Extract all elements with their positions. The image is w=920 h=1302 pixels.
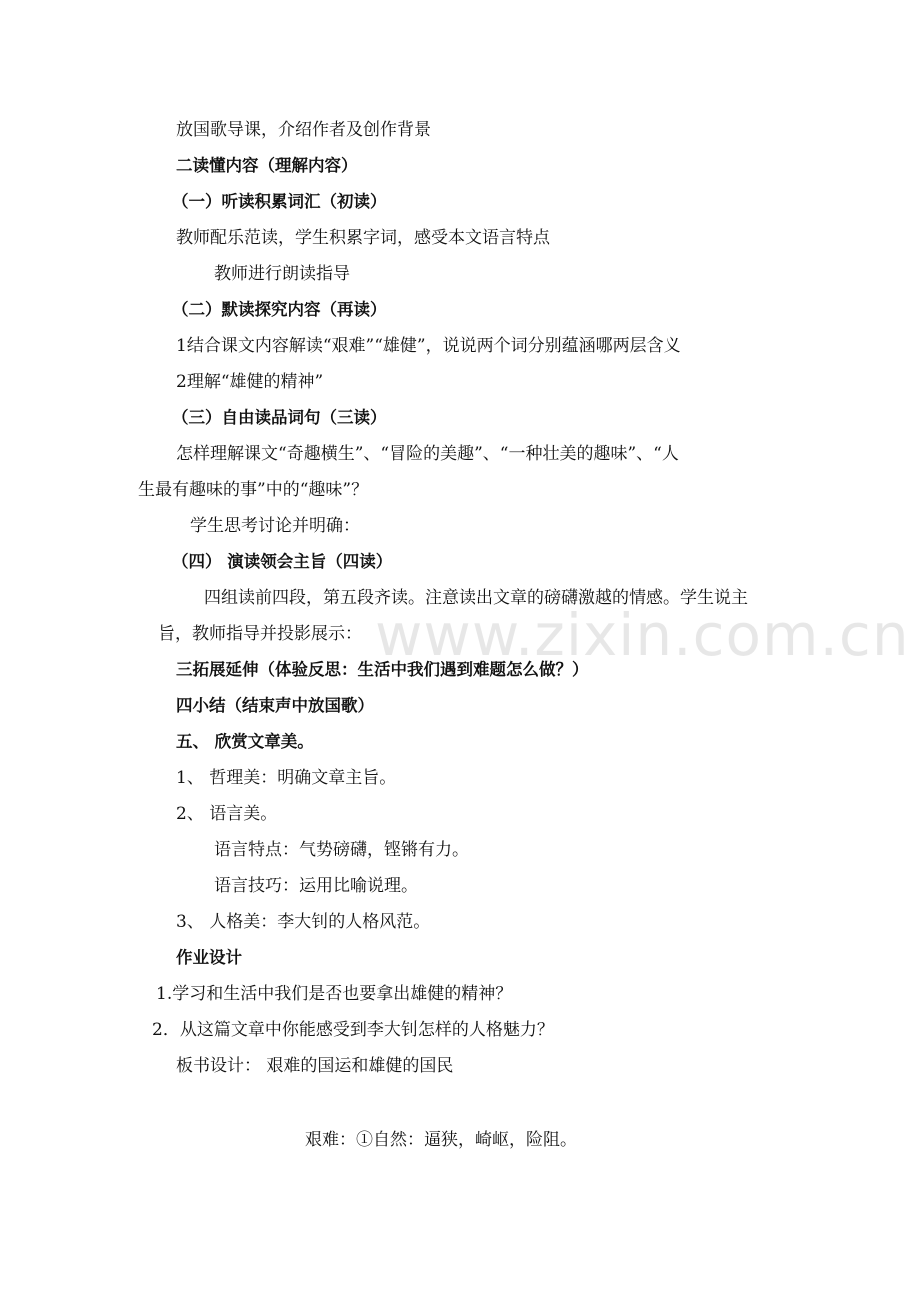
heading-appreciate: 五、 欣赏文章美。: [176, 732, 314, 751]
subheading-free-read: （三）自由读品词句（三读）: [172, 408, 387, 427]
line-language: 2、 语言美。: [176, 804, 278, 824]
watermark: www.zixin.com.cn: [375, 601, 910, 669]
heading-understand-content: 二读懂内容（理解内容）: [176, 156, 358, 175]
heading-homework: 作业设计: [176, 948, 242, 967]
line-language-features: 语言特点：气势磅礴，铿锵有力。: [214, 840, 469, 860]
line-personality: 3、 人格美：李大钊的人格风范。: [176, 912, 431, 932]
heading-extend: 三拓展延伸（体验反思：生活中我们遇到难题怎么做？）: [176, 660, 589, 679]
line-question-2: 生最有趣味的事”中的“趣味”？: [138, 480, 369, 500]
line-homework-1: 1.学习和生活中我们是否也要拿出雄健的精神？: [156, 984, 513, 1004]
line-group-read-2: 旨，教师指导并投影展示：: [158, 624, 362, 644]
line-language-skills: 语言技巧：运用比喻说理。: [214, 876, 418, 896]
line-reading-guidance: 教师进行朗读指导: [214, 264, 350, 284]
line-group-read-1: 四组读前四段，第五段齐读。注意读出文章的磅礴激越的情感。学生说主: [204, 588, 748, 608]
heading-summary: 四小结（结束声中放国歌）: [176, 696, 374, 715]
line-question-1: 怎样理解课文“奇趣横生”、“冒险的美趣”、“一种壮美的趣味”、“人: [176, 444, 679, 464]
line-item-2: 2理解“雄健的精神”: [176, 372, 324, 392]
subheading-listen-read: （一）听读积累词汇（初读）: [172, 192, 387, 211]
line-homework-2: 2．从这篇文章中你能感受到李大钊怎样的人格魅力？: [152, 1020, 554, 1040]
line-student-discuss: 学生思考讨论并明确：: [190, 516, 360, 536]
line-board-hardship: 艰难：①自然：逼狭，崎岖，险阻。: [305, 1130, 577, 1150]
subheading-silent-read: （二）默读探究内容（再读）: [172, 300, 387, 319]
line-board-design: 板书设计： 艰难的国运和雄健的国民: [176, 1056, 454, 1076]
line-intro: 放国歌导课，介绍作者及创作背景: [176, 120, 431, 140]
subheading-perform-read: （四） 演读领会主旨（四读）: [172, 552, 393, 571]
line-item-1: 1结合课文内容解读“艰难”“雄健”，说说两个词分别蕴涵哪两层含义: [176, 336, 681, 356]
line-philosophy: 1、 哲理美：明确文章主旨。: [176, 768, 397, 788]
line-teacher-reading: 教师配乐范读，学生积累字词，感受本文语言特点: [176, 228, 550, 248]
